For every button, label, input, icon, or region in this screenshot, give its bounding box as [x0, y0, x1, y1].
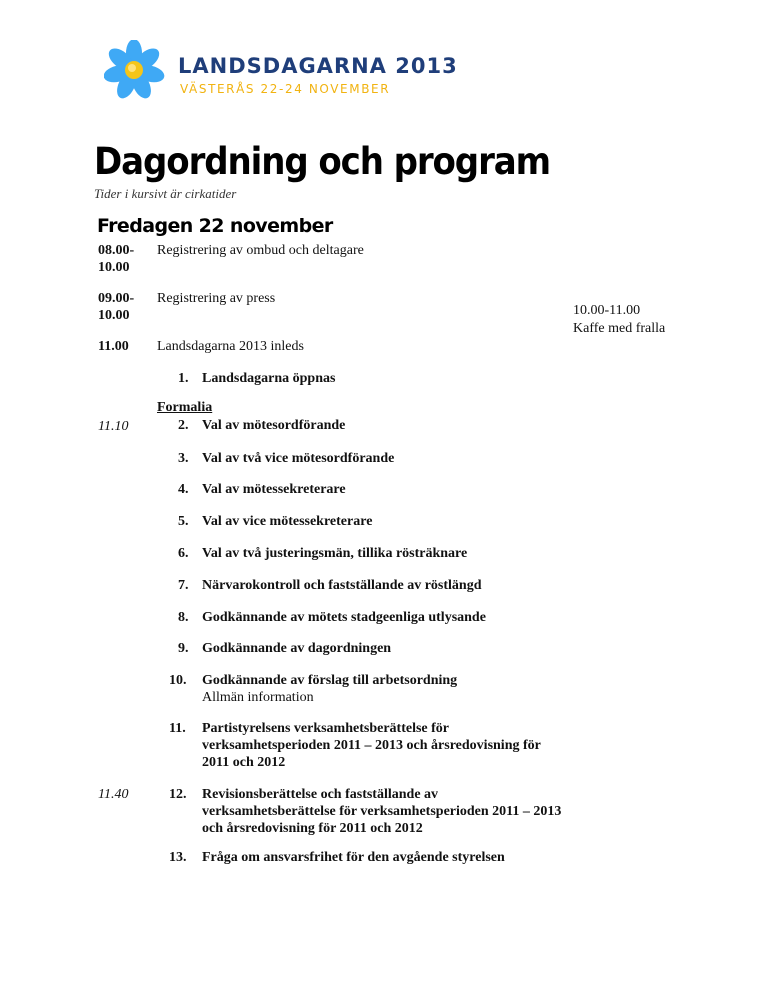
agenda-item-text: Val av vice mötessekreterare — [202, 514, 373, 529]
agenda-item-number: 6. — [178, 546, 189, 561]
agenda-item-text: Val av mötesordförande — [202, 418, 346, 433]
agenda-item-text: Val av två justeringsmän, tillika rösträknare — [202, 546, 468, 561]
agenda-item — [169, 720, 568, 771]
agenda-item-number: 3. — [178, 451, 189, 466]
schedule-text: Landsdagarna 2013 inleds — [157, 339, 304, 354]
agenda-item-number: 7. — [178, 578, 189, 593]
schedule-time: 11.00 — [98, 339, 129, 354]
agenda-item-text: Närvarokontroll och fastställande av röstlängd — [202, 578, 482, 593]
agenda-item — [178, 545, 568, 562]
agenda-item-text: Godkännande av förslag till arbetsordning — [202, 673, 458, 688]
page-subtitle: Tider i kursivt är cirkatider — [94, 186, 237, 201]
agenda-item-number: 8. — [178, 610, 189, 625]
agenda-item-number: 9. — [178, 641, 189, 656]
agenda-item — [169, 849, 568, 866]
agenda-item — [178, 609, 568, 626]
agenda-item-number: 11. — [169, 721, 186, 736]
agenda-item-number: 5. — [178, 514, 189, 529]
agenda-item — [178, 417, 568, 434]
schedule-text: Registrering av press — [157, 291, 276, 306]
agenda-item-text: Landsdagarna öppnas — [202, 371, 336, 386]
approx-time: 11.10 — [98, 419, 129, 434]
logo-title: LANDSDAGARNA 2013 — [178, 54, 458, 78]
side-note-text: Kaffe med fralla — [573, 321, 666, 336]
agenda-item — [169, 672, 568, 706]
schedule-time: 08.00-10.00 — [98, 243, 135, 275]
agenda-item-note: Allmän information — [202, 690, 314, 705]
agenda-item-text: Fråga om ansvarsfrihet för den avgående styrelsen — [202, 850, 505, 865]
event-logo — [104, 40, 458, 100]
agenda-item — [178, 370, 568, 387]
agenda-item-text: Godkännande av dagordningen — [202, 641, 392, 656]
agenda-item-number: 4. — [178, 482, 189, 497]
logo-subtitle: VÄSTERÅS 22-24 NOVEMBER — [180, 82, 391, 96]
agenda-item — [178, 577, 568, 594]
agenda-item-number: 13. — [169, 850, 187, 865]
agenda-item-text: Godkännande av mötets stadgeenliga utlysande — [202, 610, 486, 625]
agenda-item-number: 10. — [169, 673, 187, 688]
agenda-item-number: 1. — [178, 371, 189, 386]
side-note — [573, 302, 665, 338]
agenda-item — [178, 513, 568, 530]
agenda-item — [178, 450, 568, 467]
schedule-time: 09.00-10.00 — [98, 291, 135, 323]
agenda-item-number: 2. — [178, 418, 189, 433]
agenda-item-number: 12. — [169, 787, 187, 802]
page-title: Dagordning och program — [94, 140, 550, 183]
agenda-item — [178, 640, 568, 657]
agenda-item-text: Revisionsberättelse och fastställande av verksamhetsberättelse för verksamhetsperioden 2011 – 2013 och årsredovisning för 2011 och 2012 — [202, 787, 562, 836]
section-label-formalia: Formalia — [157, 400, 213, 415]
agenda-item-text: Val av mötessekreterare — [202, 482, 346, 497]
approx-time: 11.40 — [98, 787, 129, 802]
agenda-item-text: Partistyrelsens verksamhetsberättelse för verksamhetsperioden 2011 – 2013 och årsredovisning för 2011 och 2012 — [202, 721, 541, 770]
schedule-text: Registrering av ombud och deltagare — [157, 243, 364, 258]
agenda-item — [178, 481, 568, 498]
day-heading: Fredagen 22 november — [97, 215, 333, 237]
agenda-item — [169, 786, 568, 837]
side-note-time: 10.00-11.00 — [573, 303, 641, 318]
flower-icon — [104, 40, 174, 100]
agenda-item-text: Val av två vice mötesordförande — [202, 451, 395, 466]
